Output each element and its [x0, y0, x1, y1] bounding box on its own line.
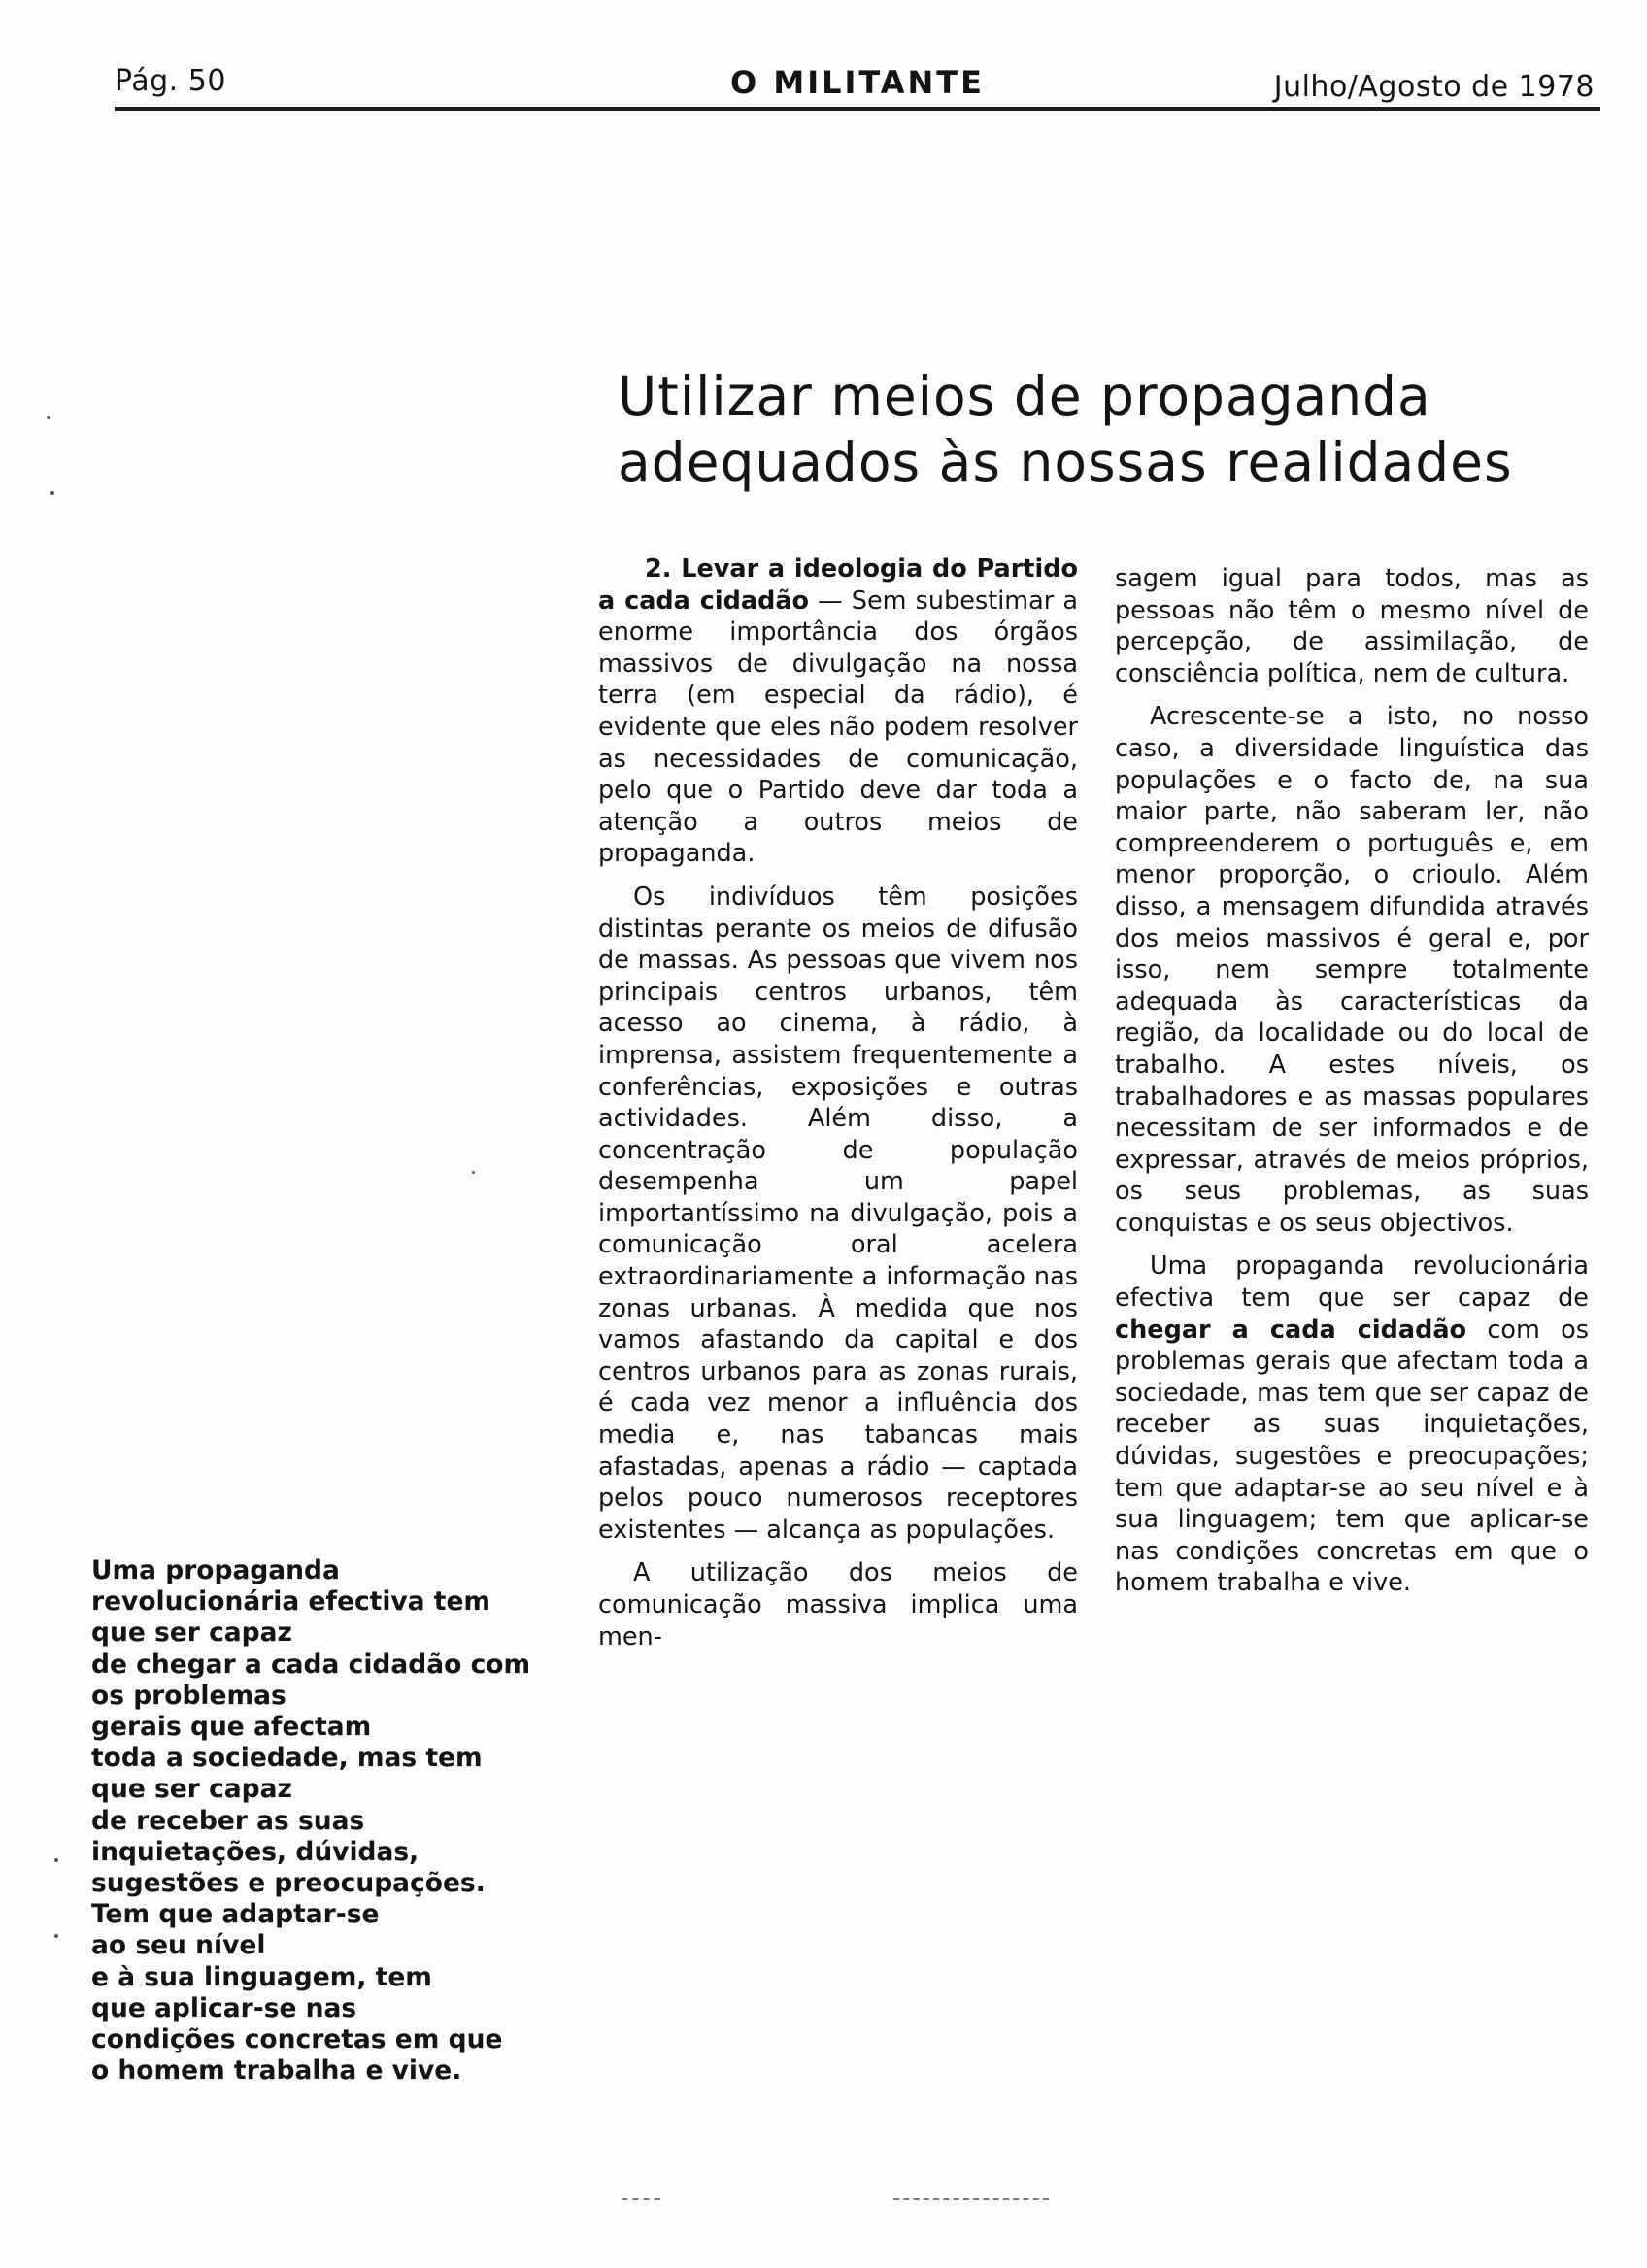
article-column-2	[1115, 563, 1589, 1611]
article-title-line-1: Utilizar meios de propaganda	[618, 365, 1431, 427]
pull-quote-line: condições concretas em que	[91, 2024, 503, 2055]
paragraph-text: — Sem subestimar a enorme importância dos órgãos massivos de divulgação na nossa terra (em especial da rádio), é evidente que eles não podem resolver as necessidades de comunicação, pelo que o Partido deve dar toda a atenção a outros meios de propaganda.	[598, 585, 1078, 869]
pull-quote-line: sugestões e preocupações.	[91, 1868, 486, 1899]
scan-dash	[893, 2198, 1049, 2202]
article-title-line-2: adequados às nossas realidades	[618, 431, 1513, 493]
article-title	[618, 363, 1589, 495]
scan-speck	[54, 1934, 58, 1938]
issue-date: Julho/Agosto de 1978	[1273, 70, 1595, 104]
section-heading: 2. Levar a ideologia do Partido a cada cidadão	[598, 554, 1078, 616]
paragraph: Os indivíduos têm posições distintas perante os meios de difusão de massas. As pessoas que vivem nos principais centros urbanos, têm acesso ao cinema, à rádio, à imprensa, assistem frequentemente a conferências, exposições e outras actividades. Além disso, a concentração de população desempenha um papel importantíssimo na divulgação, pois a comunicação oral acelera extraordinariamente a informação nas zonas urbanas. À medida que nos vamos afastando da capital e dos centros urbanos para as zonas rurais, é cada vez menor a influência dos media e, nas tabancas mais afastadas, apenas a rádio — captada pelos pouco numerosos receptores existentes — alcança as populações.	[598, 882, 1078, 1545]
pull-quote-line: revolucionária efectiva tem	[91, 1586, 491, 1618]
emphasis: chegar a cada cidadão	[1115, 1315, 1467, 1345]
pull-quote-line: de receber as suas	[91, 1805, 365, 1836]
pull-quote-line: ao seu nível	[91, 1930, 266, 1961]
paragraph-text: com os problemas gerais que afectam toda a sociedade, mas tem que ser capaz de receber as suas inquietações, dúvidas, sugestões e preocupações; tem que adaptar-se ao seu nível e à sua linguagem; tem que aplicar-se nas condições concretas em que o homem trabalha e vive.	[1115, 1315, 1590, 1598]
pull-quote-line: toda a sociedade, mas tem	[91, 1743, 483, 1774]
pull-quote-line: e à sua linguagem, tem	[91, 1961, 432, 1992]
pull-quote-line: Tem que adaptar-se	[91, 1899, 380, 1930]
pull-quote-line: que aplicar-se nas	[91, 1992, 357, 2023]
page-number: Pág. 50	[115, 64, 226, 98]
paragraph-text: Uma propaganda revolucionária efectiva tem que ser capaz de	[1115, 1251, 1589, 1314]
pull-quote-line: que ser capaz	[91, 1618, 292, 1649]
paragraph	[598, 553, 1078, 870]
paragraph: Acrescente-se a isto, no nosso caso, a diversidade linguística das populações e o facto de, na sua maior parte, não saberam ler, não compreenderem o português e, em menor proporção, o crioulo. Além disso, a mensagem difundida através dos meios massivos é geral e, por isso, nem sempre totalmente adequada às características da região, da localidade ou do local de trabalho. A estes níveis, os trabalhadores e as massas populares necessitam de ser informados e de expressar, através de meios próprios, os seus problemas, as suas conquistas e os seus objectivos.	[1115, 702, 1589, 1238]
scan-speck	[472, 1171, 475, 1174]
publication-title: O MILITANTE	[730, 64, 985, 101]
scan-dash	[622, 2198, 660, 2202]
pull-quote-line: de chegar a cada cidadão com	[91, 1649, 531, 1680]
article-column-1	[598, 553, 1078, 1664]
scan-speck	[54, 1858, 58, 1862]
header-rule	[115, 107, 1600, 111]
paragraph: A utilização dos meios de comunicação massiva implica uma men-	[598, 1558, 1078, 1651]
pull-quote	[91, 1555, 587, 2086]
pull-quote-line: os problemas	[91, 1680, 286, 1711]
pull-quote-line: inquietações, dúvidas,	[91, 1836, 420, 1867]
scan-speck	[47, 416, 50, 419]
pull-quote-line: gerais que afectam	[91, 1712, 372, 1743]
pull-quote-line: o homem trabalha e vive.	[91, 2055, 462, 2086]
paragraph: sagem igual para todos, mas as pessoas não têm o mesmo nível de percepção, de assimilação, de consciência política, nem de cultura.	[1115, 564, 1589, 688]
running-header	[115, 58, 1600, 113]
pull-quote-line: que ser capaz	[91, 1774, 292, 1805]
pull-quote-line: Uma propaganda	[91, 1555, 340, 1585]
scan-speck	[50, 491, 54, 495]
paragraph	[1115, 1251, 1589, 1599]
